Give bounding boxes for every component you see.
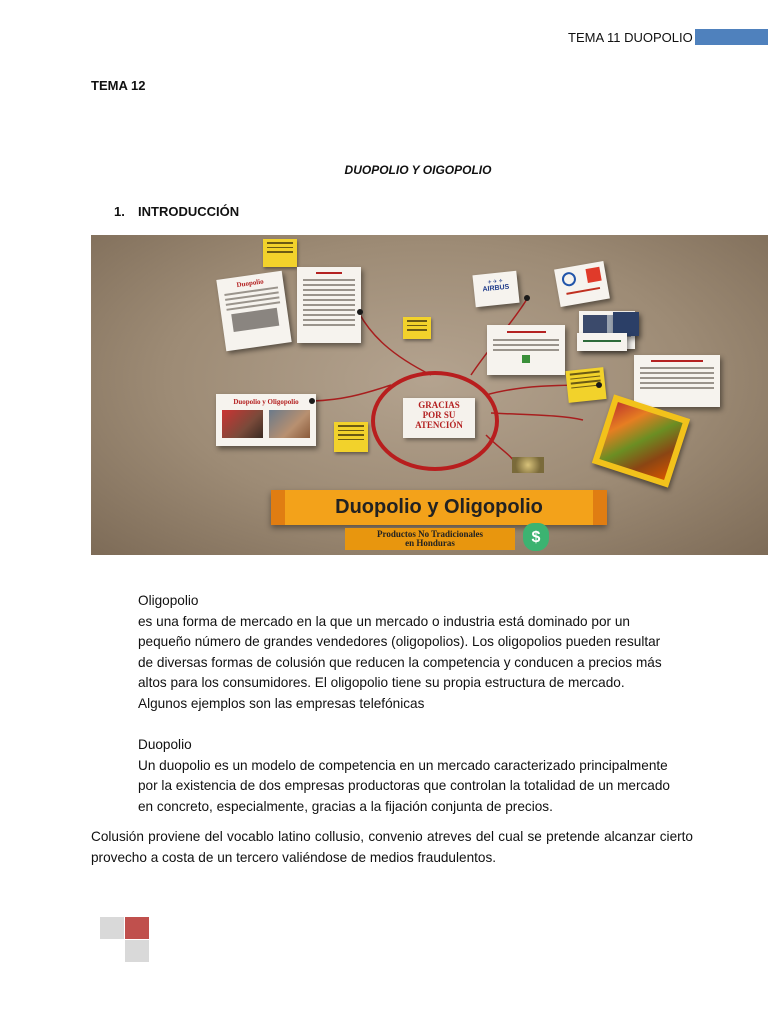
oligopolio-ejemplos-card [487, 325, 565, 375]
info-card-right [634, 355, 720, 407]
airbus-logo: AIRBUS [482, 283, 510, 294]
connector-dot [309, 398, 315, 404]
oligopolio-line: Algunos ejemplos son las empresas telefónicas [138, 695, 425, 711]
presentation-image [91, 235, 768, 555]
footer-square-gray [125, 940, 149, 962]
coins-photo [512, 457, 544, 473]
duopolio-block [138, 735, 708, 817]
connector-dot [357, 309, 363, 315]
tema-heading: TEMA 12 [91, 78, 146, 93]
banner-subtitle: Productos No Tradicionales en Honduras [345, 528, 515, 550]
footer-square-gray [100, 917, 124, 939]
duopolio-oligopolio-card-title: Duopolio y Oligopolio [233, 398, 299, 406]
oligopolio-label: Oligopolio [138, 593, 199, 608]
tipos-duopolio-card [297, 267, 361, 343]
connector-dot [524, 295, 530, 301]
money-bag-icon: $ [523, 523, 549, 551]
oligopolio-line: de diversas formas de colusión que reducen la competencia y conducen a precios más [138, 654, 662, 670]
product-photo [222, 410, 263, 438]
oligopolio-line: altos para los consumidores. El oligopolio tiene su propia estructura de mercado. [138, 675, 625, 691]
duopolio-line: Un duopolio es un modelo de competencia en un mercado caracterizado principalmente [138, 757, 668, 773]
oligopolio-line: es una forma de mercado en la que un mercado o industria está dominado por un [138, 613, 630, 629]
section-label: INTRODUCCIÓN [138, 204, 240, 219]
connector-dot [596, 382, 602, 388]
sticky-note [334, 422, 368, 452]
duopolio-line: en concreto, especialmente, gracias a la fijación conjunta de precios. [138, 798, 553, 814]
duopolio-card [216, 271, 291, 351]
sketch-image [231, 308, 279, 332]
duopolio-oligopolio-card [216, 394, 316, 446]
colusion-paragraph: Colusión proviene del vocablo latino collusio, convenio atreves del cual se pretende alcanzar cierto provecho a costa de un tercero valiéndose de medios fraudulentos. [91, 829, 693, 865]
running-header: TEMA 11 DUOPOLIO [568, 30, 693, 45]
duopolio-card-title: Duopolio [236, 277, 265, 290]
banner-title: Duopolio y Oligopolio [271, 490, 607, 525]
duopolio-line: por la existencia de dos empresas productoras que controlan la totalidad de un mercado [138, 778, 670, 794]
section-number: 1. [114, 204, 125, 219]
airbus-card: ✈ ✈ ✈ AIRBUS [472, 271, 519, 307]
product-photo [269, 410, 310, 438]
company-logo-card [577, 333, 627, 351]
oligopolio-block [138, 591, 708, 715]
sticky-note [403, 317, 431, 339]
document-title: DUOPOLIO Y OIGOPOLIO [344, 163, 492, 177]
gracias-card: GRACIAS POR SU ATENCIÓN [403, 398, 475, 438]
sticky-note [263, 239, 297, 267]
header-accent-bar [695, 29, 768, 45]
section-heading [114, 204, 239, 219]
duopolio-label: Duopolio [138, 737, 192, 752]
oligopolio-line: pequeño número de grandes vendedores (oligopolios). Los oligopolios pueden resultar [138, 634, 661, 650]
footer-square-red [125, 917, 149, 939]
